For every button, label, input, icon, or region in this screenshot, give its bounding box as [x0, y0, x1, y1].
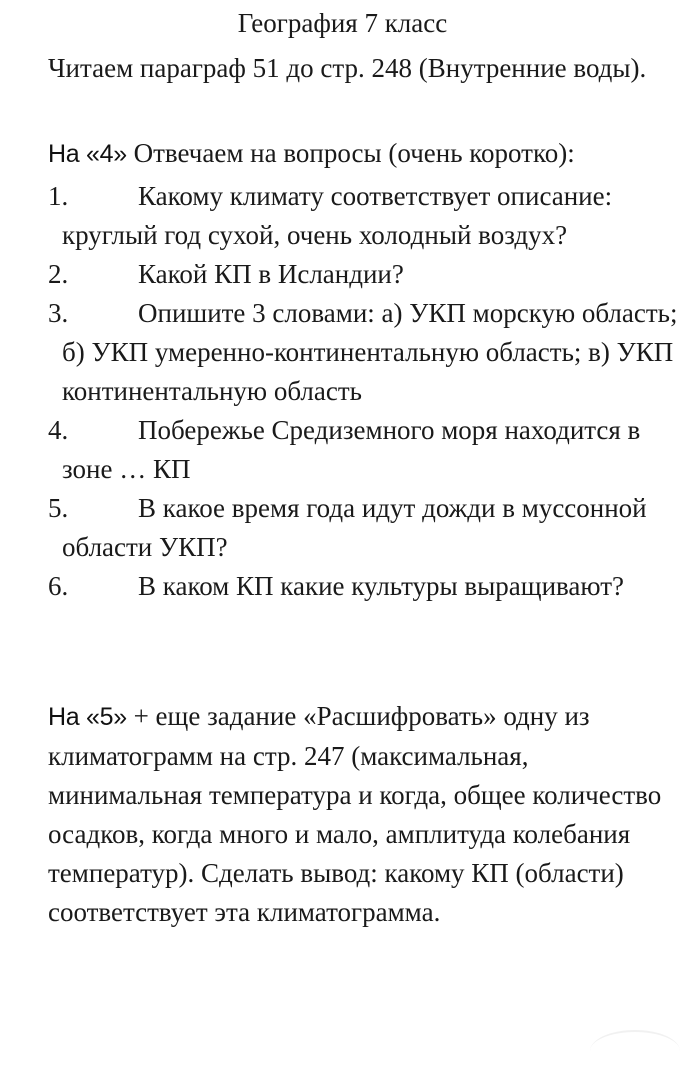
question-item [48, 255, 678, 294]
question-text: В каком КП какие культуры выращивают? [138, 571, 624, 601]
task-grade-5 [48, 697, 673, 932]
question-number: 6. [48, 571, 69, 601]
task-grade-4 [48, 134, 673, 174]
reading-assignment: Читаем параграф 51 до стр. 248 (Внутренние воды). [48, 53, 647, 83]
question-item [48, 567, 678, 606]
questions-list [48, 177, 678, 606]
grade-5-instruction: + еще задание «Расшифровать» одну из климатограмм на стр. 247 (максимальная, минимальная температура и когда, общее количество осадков, когда много и мало, амплитуда колебания температур). Сделать вывод: какому КП (области) соответствует эта климатограмма. [48, 701, 662, 927]
grade-5-label: На «5» [48, 703, 127, 731]
question-number: 3. [48, 298, 69, 328]
question-number: 1. [48, 181, 69, 211]
grade-4-label: На «4» [48, 140, 127, 168]
corner-watermark-arc [590, 1030, 680, 1072]
question-number: 5. [48, 493, 69, 523]
question-item [48, 411, 678, 489]
question-text: Какой КП в Исландии? [138, 259, 404, 289]
question-item [48, 294, 678, 411]
question-number: 4. [48, 415, 69, 445]
question-text: Опишите 3 словами: а) УКП морскую область; б) УКП умеренно-континентальную область; в) УКП континентальную область [62, 298, 678, 406]
question-number: 2. [48, 259, 69, 289]
grade-4-instruction: Отвечаем на вопросы (очень коротко): [126, 138, 575, 168]
question-item [48, 489, 678, 567]
question-text: Какому климату соответствует описание: круглый год сухой, очень холодный воздух? [62, 181, 613, 250]
question-text: В какое время года идут дожди в муссонной области УКП? [62, 493, 647, 562]
question-item [48, 177, 678, 255]
document-title: География 7 класс [237, 8, 448, 38]
question-text: Побережье Средиземного моря находится в зоне … КП [62, 415, 641, 484]
